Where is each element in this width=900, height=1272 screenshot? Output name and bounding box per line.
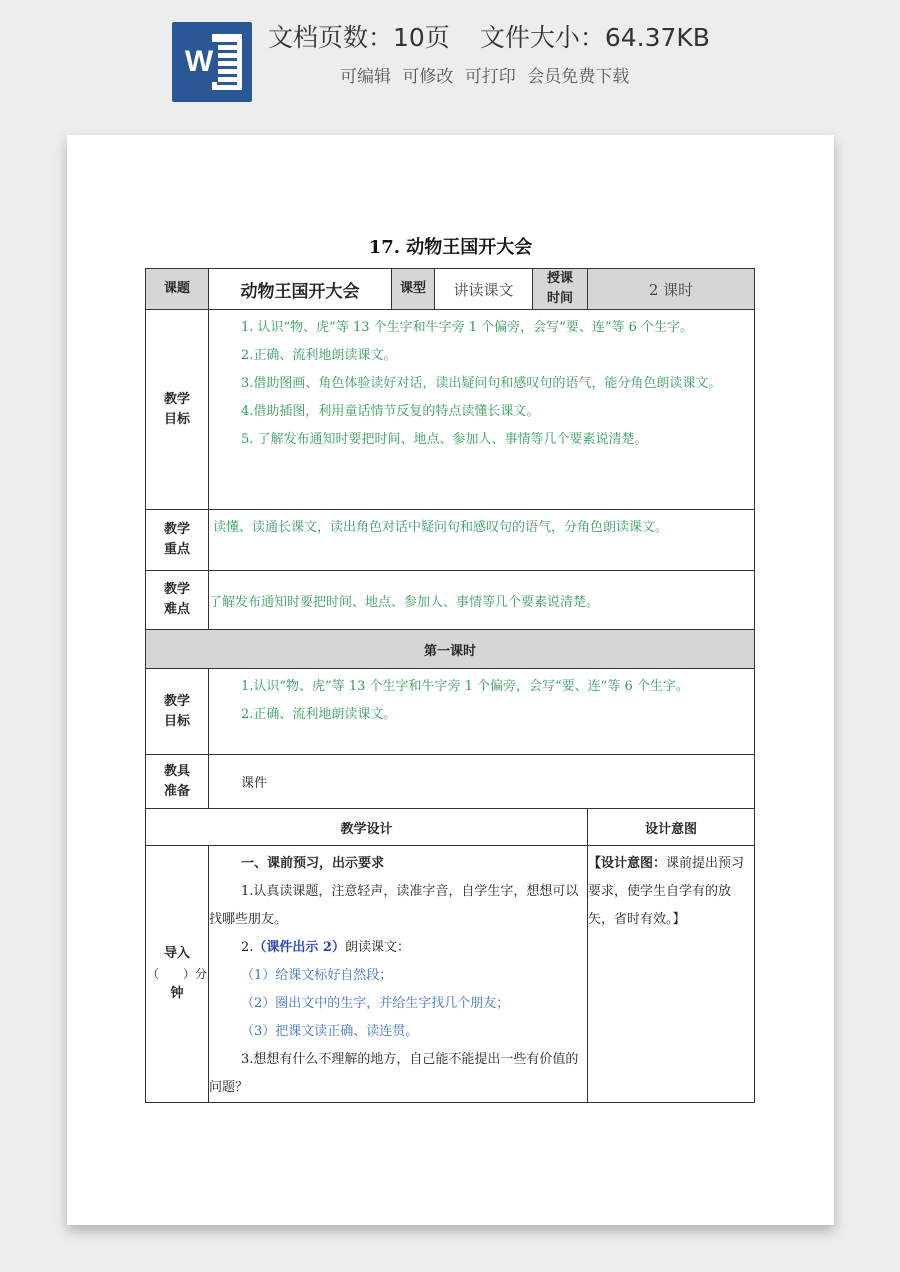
design-header-row <box>146 809 755 846</box>
intro-content <box>209 846 588 1103</box>
step-3: 3.想想有什么不理解的地方，自己能不能提出一些有价值的问题？ <box>209 1052 579 1095</box>
objective-item: 2.正确、流利地朗读课文。 <box>241 707 397 722</box>
word-document-icon <box>172 22 252 102</box>
type-label: 课型 <box>392 269 435 310</box>
intent-header: 设计意图 <box>588 809 755 846</box>
document-title: 17. 动物王国开大会 <box>368 237 533 258</box>
section-title: 一、课前预习，出示要求 <box>241 856 385 871</box>
objective-item: 2.正确、流利地朗读课文。 <box>241 348 397 363</box>
objectives-label: 教学 目标 <box>146 310 209 510</box>
key-points-row <box>146 510 755 571</box>
intro-row <box>146 846 755 1103</box>
lesson1-objectives-content <box>209 669 755 755</box>
time-label: 授课 时间 <box>533 269 588 310</box>
key-points-label: 教学 重点 <box>146 510 209 571</box>
intro-label: 导入 （ ）分 钟 <box>146 846 209 1103</box>
step-1: 1.认真读课题，注意轻声，读准字音，自学生字，想想可以找哪些朋友。 <box>209 884 579 927</box>
tools-value: 课件 <box>209 755 755 809</box>
page-count: 文档页数：10页 <box>268 23 450 52</box>
objective-item: 1. 认识“物、虎”等 13 个生字和牛字旁 1 个偏旁，会写“要、连”等 6 个生字。 <box>241 320 693 335</box>
word-letter: W <box>180 42 218 82</box>
intent-text: 课前提出预习要求，使学生自学有的放矢，省时有效。】 <box>588 856 745 927</box>
design-header: 教学设计 <box>146 809 588 846</box>
lesson1-objectives-label: 教学 目标 <box>146 669 209 755</box>
info-row <box>146 269 755 310</box>
time-value: 2 课时 <box>588 269 755 310</box>
tools-label: 教具 准备 <box>146 755 209 809</box>
sub-item: （3）把课文读正确、读连贯。 <box>241 1024 419 1039</box>
download-header <box>0 0 900 120</box>
difficulties-row <box>146 571 755 630</box>
objective-item: 5. 了解发布通知时要把时间、地点、参加人、事情等几个要素说清楚。 <box>241 432 648 447</box>
key-points-text: 读懂、读通长课文，读出角色对话中疑问句和感叹句的语气，分角色朗读课文。 <box>209 510 755 571</box>
objective-item: 4.借助插图，利用童话情节反复的特点读懂长课文。 <box>241 404 540 419</box>
objectives-row <box>146 310 755 510</box>
objectives-content <box>209 310 755 510</box>
lesson1-objectives-row <box>146 669 755 755</box>
sub-item: （2）圈出文中的生字，并给生字找几个朋友； <box>241 996 510 1011</box>
courseware-tag: （课件出示 2） <box>253 940 345 955</box>
feature-list: 可编辑 可修改 可打印 会员免费下载 <box>340 67 630 87</box>
topic-value: 动物王国开大会 <box>209 269 392 310</box>
lesson-plan-table <box>145 268 755 1103</box>
lesson1-heading: 第一课时 <box>146 630 755 669</box>
step-2: 2.（课件出示 2）朗读课文： <box>241 940 410 955</box>
type-value: 讲读课文 <box>435 269 533 310</box>
document-page <box>67 135 834 1225</box>
intent-content <box>588 846 755 1103</box>
objective-item: 3.借助图画、角色体验读好对话，读出疑问句和感叹句的语气，能分角色朗读课文。 <box>241 376 722 391</box>
topic-label: 课题 <box>146 269 209 310</box>
difficulties-text: 了解发布通知时要把时间、地点、参加人、事情等几个要素说清楚。 <box>209 571 755 630</box>
objective-item: 1.认识“物、虎”等 13 个生字和牛字旁 1 个偏旁，会写“要、连”等 6 个生字。 <box>241 679 689 694</box>
lesson1-heading-row <box>146 630 755 669</box>
file-info <box>268 18 868 58</box>
tools-row <box>146 755 755 809</box>
sub-item: （1）给课文标好自然段； <box>241 968 393 983</box>
file-size: 文件大小：64.37KB <box>479 23 710 52</box>
intent-label: 【设计意图： <box>588 856 667 871</box>
difficulties-label: 教学 难点 <box>146 571 209 630</box>
